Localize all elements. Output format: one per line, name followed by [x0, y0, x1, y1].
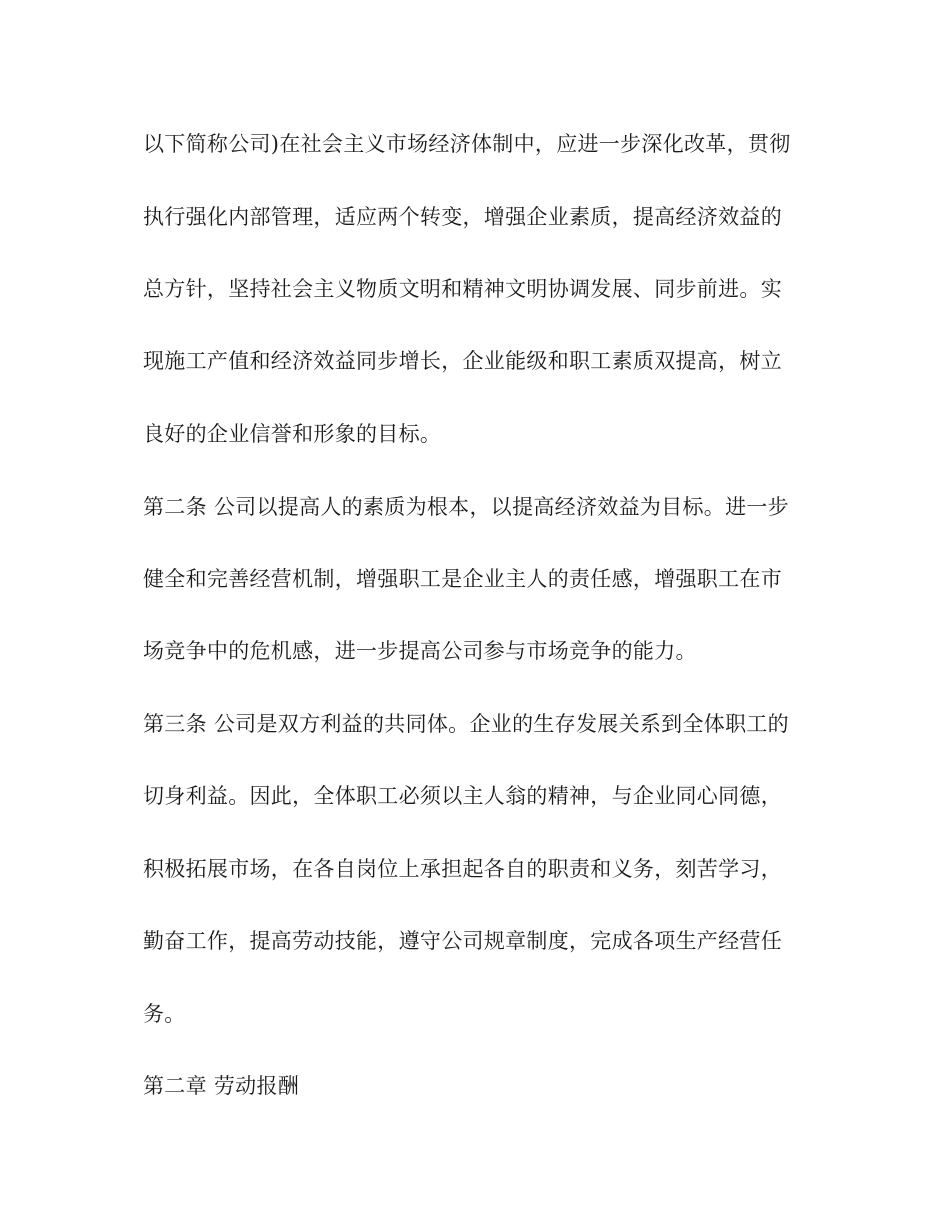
text-line: 良好的企业信誉和形象的目标。 — [143, 422, 442, 446]
text-line: 总方针，坚持社会主义物质文明和精神文明协调发展、同步前进。实 — [143, 277, 782, 301]
text-line: 现施工产值和经济效益同步增长，企业能级和职工素质双提高，树立 — [143, 349, 782, 373]
chapter-heading: 第二章 劳动报酬 — [143, 1074, 300, 1098]
text-line: 勤奋工作，提高劳动技能，遵守公司规章制度，完成各项生产经营任 — [143, 929, 782, 953]
text-line: 场竞争中的危机感，进一步提高公司参与市场竞争的能力。 — [143, 639, 697, 663]
text-line: 切身利益。因此，全体职工必须以主人翁的精神，与企业同心同德， — [143, 784, 782, 808]
text-line: 健全和完善经营机制，增强职工是企业主人的责任感，增强职工在市 — [143, 567, 782, 591]
text-line: 以下简称公司)在社会主义市场经济体制中，应进一步深化改革，贯彻 — [143, 132, 791, 156]
text-line: 务。 — [143, 1002, 186, 1026]
text-line: 第二条 公司以提高人的素质为根本，以提高经济效益为目标。进一步 — [143, 495, 789, 519]
text-line: 积极拓展市场，在各自岗位上承担起各自的职责和义务，刻苦学习， — [143, 857, 782, 881]
text-line: 第三条 公司是双方利益的共同体。企业的生存发展关系到全体职工的 — [143, 712, 789, 736]
text-line: 执行强化内部管理，适应两个转变，增强企业素质，提高经济效益的 — [143, 205, 782, 229]
